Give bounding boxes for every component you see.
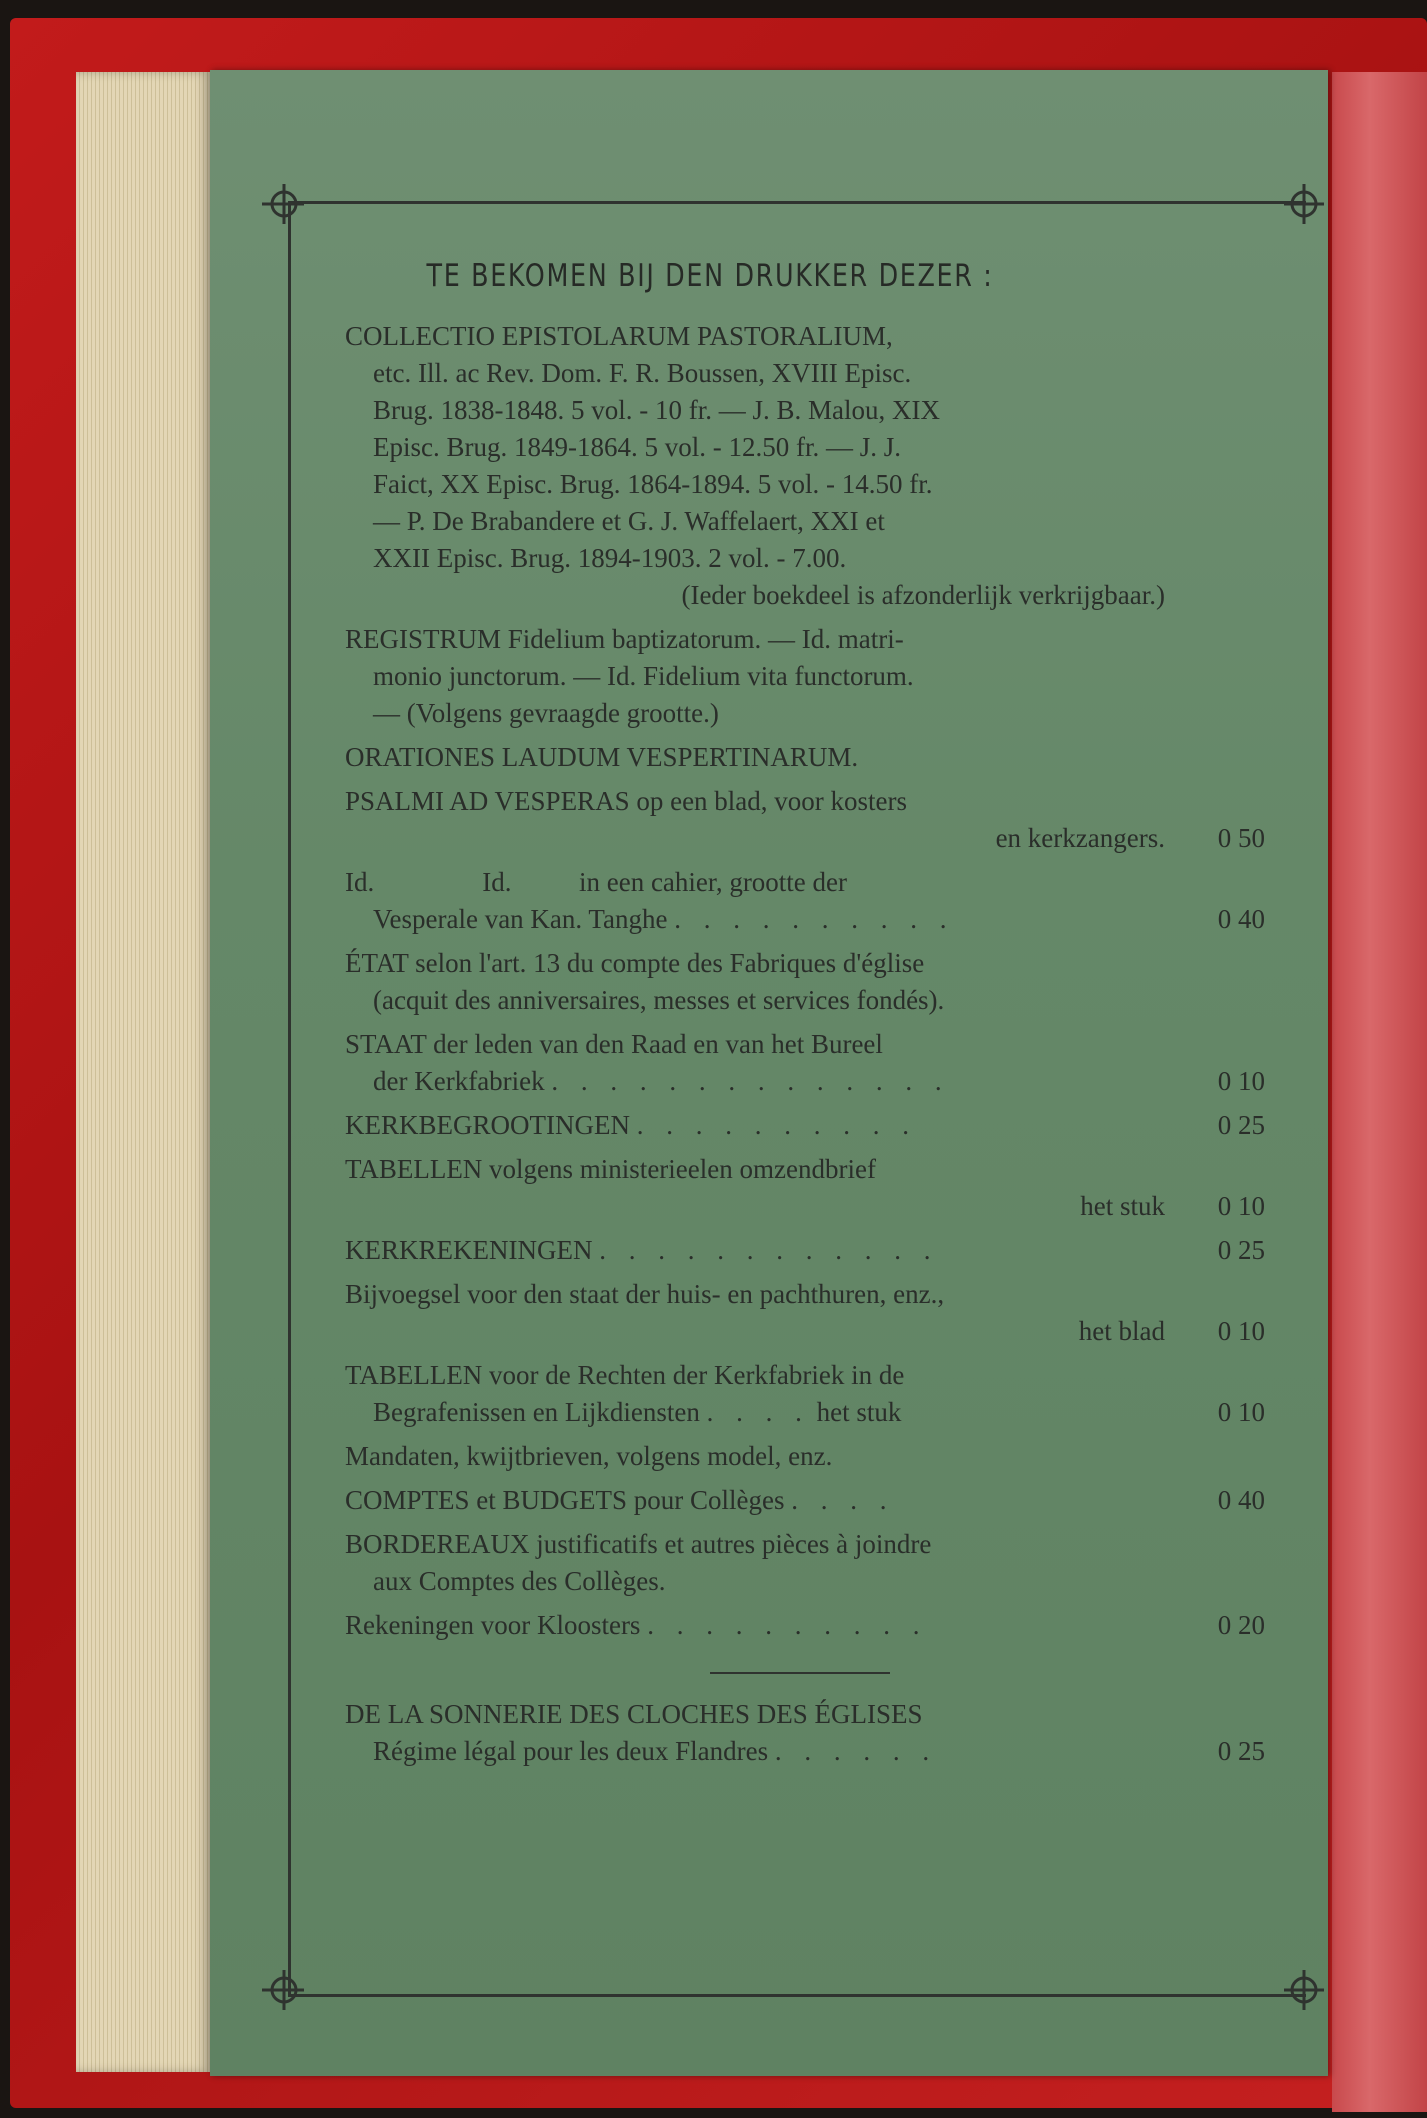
list-item-mandaten: Mandaten, kwijtbrieven, volgens model, enz. xyxy=(345,1441,833,1471)
id-line: Id. Id. in een cahier, grootte der xyxy=(345,867,848,897)
cross-ornament-bottom-left-icon xyxy=(260,1970,304,2014)
collectio-line: Brug. 1838-1848. 5 vol. - 10 fr. — J. B. Malou, XIX xyxy=(373,395,940,425)
staat-line: der Kerkfabriek xyxy=(373,1066,545,1096)
list-item-rekeningen: Rekeningen voor Kloosters . . . . . . . . . . 0 20 xyxy=(345,1607,1265,1644)
list-item-staat xyxy=(345,1026,1265,1100)
catalogue-list xyxy=(345,318,1265,1777)
leader-dots: . . . . . . . . . . . . . . xyxy=(551,1066,950,1096)
price: 0 10 xyxy=(1217,1397,1265,1427)
leader-dots: . . . . . . . . . . . . xyxy=(599,1235,939,1265)
endpaper xyxy=(1332,72,1427,2112)
registrum-line: monio junctorum. — Id. Fidelium vita functorum. xyxy=(373,661,914,691)
list-item-tabellen-ministerieel: TABELLEN volgens ministerieelen omzendbrief het stuk 0 10 xyxy=(345,1151,1265,1225)
list-item-bijvoegsel: Bijvoegsel voor den staat der huis- en pachthuren, enz., het blad 0 10 xyxy=(345,1276,1265,1350)
list-item-psalmi xyxy=(345,783,1265,857)
id-line: Vesperale van Kan. Tanghe xyxy=(373,904,668,934)
leader-dots: . . . . xyxy=(791,1485,895,1515)
section-divider xyxy=(710,1672,890,1674)
list-item-bordereaux: BORDEREAUX justificatifs et autres pièces à joindre aux Comptes des Collèges. xyxy=(345,1529,932,1596)
leader-dots: . . . . . . xyxy=(774,1736,938,1766)
price: 0 25 xyxy=(1217,1736,1265,1766)
cross-ornament-top-right-icon xyxy=(1284,180,1328,224)
collectio-note: (Ieder boekdeel is afzonderlijk verkrijgbaar.) xyxy=(681,580,1165,610)
price: 0 25 xyxy=(1217,1110,1265,1140)
collectio-line: etc. Ill. ac Rev. Dom. F. R. Boussen, XVIII Episc. xyxy=(373,358,912,388)
collectio-line: Faict, XX Episc. Brug. 1864-1894. 5 vol. - 14.50 fr. xyxy=(373,469,933,499)
leader-dots: . . . . . . . . . . xyxy=(647,1610,928,1640)
etat-line: ÉTAT selon l'art. 13 du compte des Fabriques d'église xyxy=(345,948,925,978)
collectio-line: XXII Episc. Brug. 1894-1903. 2 vol. - 7.00. xyxy=(373,543,847,573)
list-item-kerkrekeningen: KERKREKENINGEN . . . . . . . . . . . . 0 25 xyxy=(345,1232,1265,1269)
price: 0 10 xyxy=(1217,1066,1265,1096)
collectio-line: COLLECTIO EPISTOLARUM PASTORALIUM, xyxy=(345,321,893,351)
list-item-tabellen-rechten: TABELLEN voor de Rechten der Kerkfabriek in de Begrafenissen en Lijkdiensten . . . . het stuk 0 10 xyxy=(345,1357,1265,1431)
page-heading: TE BEKOMEN BIJ DEN DRUKKER DEZER : xyxy=(426,258,994,294)
collectio-line: — P. De Brabandere et G. J. Waffelaert, XXI et xyxy=(373,506,885,536)
list-item-id-cahier xyxy=(345,864,1265,938)
cross-ornament-bottom-right-icon xyxy=(1284,1970,1328,2014)
price: 0 10 xyxy=(1217,1316,1265,1346)
list-item-sonnerie: DE LA SONNERIE DES CLOCHES DES ÉGLISES Régime légal pour les deux Flandres . . . . . . 0 25 xyxy=(345,1696,1265,1770)
psalmi-line: en kerkzangers. xyxy=(995,823,1165,853)
leader-dots: . . . . xyxy=(706,1397,810,1427)
list-item-registrum xyxy=(345,621,1265,732)
list-item-comptes: COMPTES et BUDGETS pour Collèges . . . . 0 40 xyxy=(345,1482,1265,1519)
list-item-collectio xyxy=(345,318,1265,614)
price: 0 10 xyxy=(1217,1191,1265,1221)
list-item-kerkbegrootingen: KERKBEGROOTINGEN . . . . . . . . . . 0 25 xyxy=(345,1107,1265,1144)
leader-dots: . . . . . . . . . . xyxy=(636,1110,917,1140)
cross-ornament-top-left-icon xyxy=(260,180,304,224)
registrum-line: — (Volgens gevraagde grootte.) xyxy=(373,698,719,728)
price: 0 40 xyxy=(1217,1485,1265,1515)
price: 0 40 xyxy=(1217,904,1265,934)
list-item-orationes: ORATIONES LAUDUM VESPERTINARUM. xyxy=(345,742,859,772)
registrum-line: REGISTRUM Fidelium baptizatorum. — Id. matri- xyxy=(345,624,904,654)
price: 0 25 xyxy=(1217,1235,1265,1265)
page-edges xyxy=(76,72,210,2072)
collectio-line: Episc. Brug. 1849-1864. 5 vol. - 12.50 fr. — J. J. xyxy=(373,432,901,462)
staat-line: STAAT der leden van den Raad en van het Bureel xyxy=(345,1029,883,1059)
price: 0 50 xyxy=(1217,823,1265,853)
price: 0 20 xyxy=(1217,1610,1265,1640)
etat-line: (acquit des anniversaires, messes et services fondés). xyxy=(373,985,945,1015)
leader-dots: . . . . . . . . . . xyxy=(674,904,955,934)
list-item-etat xyxy=(345,945,1265,1019)
psalmi-line: PSALMI AD VESPERAS op een blad, voor kosters xyxy=(345,786,908,816)
